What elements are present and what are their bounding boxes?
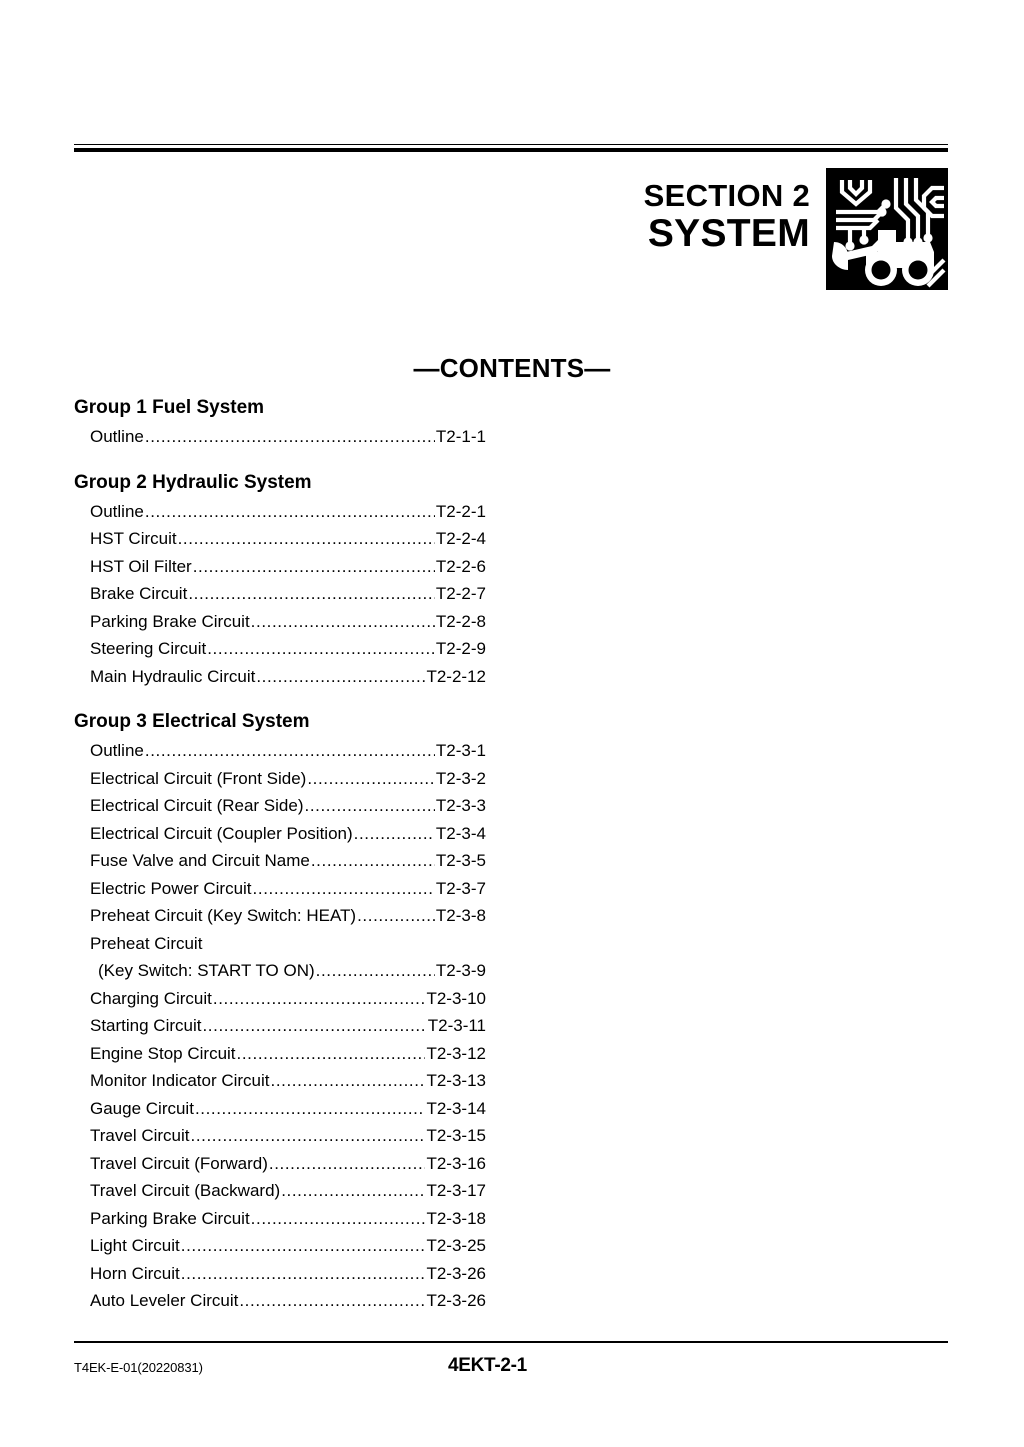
toc-entry-label: Starting Circuit (90, 1016, 202, 1035)
toc-entry-leader (237, 1040, 426, 1068)
toc-entry-leader (191, 1122, 426, 1150)
toc-entry-label: Travel Circuit (Forward) (90, 1153, 268, 1173)
toc-entry[interactable] (74, 1287, 486, 1315)
toc-entry-page: T2-2-12 (426, 666, 486, 686)
toc-entry-page: T2-3-12 (426, 1043, 486, 1063)
toc-entry-page: T2-3-2 (435, 768, 486, 788)
toc-entry-leader (178, 525, 435, 553)
toc-entry-leader (193, 553, 435, 581)
toc-entry[interactable] (74, 930, 486, 958)
toc-group-heading: Group 3 Electrical System (74, 711, 310, 732)
toc-entry[interactable] (74, 525, 486, 553)
toc-entry[interactable] (74, 1205, 486, 1233)
toc-entry[interactable] (74, 765, 486, 793)
section-name: SYSTEM (647, 211, 810, 255)
section-header (560, 168, 948, 288)
toc-entry-leader (145, 423, 435, 451)
toc-entry[interactable] (74, 957, 486, 985)
contents-title: —CONTENTS— (413, 353, 611, 383)
toc-entry-leader (181, 1260, 426, 1288)
toc-entry-label: HST Oil Filter (90, 556, 192, 576)
toc-entry-leader (207, 635, 435, 663)
toc-entry[interactable] (74, 1012, 486, 1040)
toc-entry-leader (269, 1150, 426, 1178)
toc-entry-page: T2-3-17 (426, 1181, 486, 1200)
toc-entry-page: T2-3-15 (426, 1126, 486, 1145)
toc-entry-page: T2-3-11 (427, 1016, 486, 1035)
toc-entry-leader (213, 985, 426, 1013)
toc-entry[interactable] (74, 737, 486, 765)
toc-entry[interactable] (74, 635, 486, 663)
toc-entry-leader (145, 737, 435, 765)
toc-entry-page: T2-2-6 (435, 556, 486, 576)
toc-entry-page: T2-2-8 (435, 611, 486, 631)
toc-entry-label: Fuse Valve and Circuit Name (90, 851, 310, 870)
toc-entry[interactable] (74, 875, 486, 903)
toc-entry-leader (307, 765, 435, 793)
toc-entry-page: T2-2-1 (435, 501, 486, 521)
toc-entry-leader (253, 875, 435, 903)
header-rule-thick (74, 148, 948, 152)
toc-entry-page: T2-3-14 (426, 1098, 486, 1118)
toc-entry[interactable] (74, 1122, 486, 1150)
toc-entry-page: T2-2-7 (435, 584, 486, 603)
toc-entry-label: Outline (90, 501, 144, 521)
toc-entry-page: T2-3-13 (426, 1071, 486, 1090)
toc-entry-label: Parking Brake Circuit (90, 1208, 250, 1228)
toc-entry[interactable] (74, 847, 486, 875)
toc-entry-label: Main Hydraulic Circuit (90, 666, 256, 686)
toc-entry[interactable] (74, 1150, 486, 1178)
toc-group (74, 392, 486, 451)
toc-entry-page: T2-3-4 (435, 823, 486, 843)
toc-entry-leader (239, 1287, 425, 1315)
toc-entry-page: T2-3-18 (426, 1208, 486, 1228)
toc-entry-leader (281, 1177, 425, 1205)
toc-entry-leader (195, 1095, 426, 1123)
toc-entry-label: Preheat Circuit (90, 933, 203, 953)
wheel-loader-circuit-logo-icon (826, 168, 948, 290)
toc-entry-leader (316, 957, 435, 985)
toc-entry-page: T2-2-4 (435, 529, 486, 548)
section-title-block (644, 180, 810, 253)
toc-entry-leader (271, 1067, 426, 1095)
toc-entry-leader (354, 820, 435, 848)
toc-entry-label: Monitor Indicator Circuit (90, 1071, 270, 1090)
toc-entry-label: Auto Leveler Circuit (90, 1291, 239, 1310)
toc-group (74, 467, 486, 691)
toc-entry-page: T2-3-3 (435, 796, 486, 815)
toc-entry-label: Travel Circuit (Backward) (90, 1181, 281, 1200)
toc-entry-label: Preheat Circuit (Key Switch: HEAT) (90, 906, 357, 925)
toc-entry-label: Parking Brake Circuit (90, 611, 250, 631)
toc-entry-leader (145, 498, 435, 526)
toc-entry-page: T2-3-1 (435, 741, 486, 760)
toc-entry[interactable] (74, 820, 486, 848)
toc-entry-page: T2-3-7 (435, 878, 486, 898)
toc-entry[interactable] (74, 985, 486, 1013)
toc-entry-label: Outline (90, 427, 144, 446)
toc-entry-page: T2-3-5 (435, 851, 486, 870)
toc-entry-label: Light Circuit (90, 1236, 180, 1255)
toc-entry-label: (Key Switch: START TO ON) (98, 961, 315, 980)
toc-entry[interactable] (74, 553, 486, 581)
toc-entry-leader (305, 792, 435, 820)
toc-entry[interactable] (74, 1040, 486, 1068)
footer-document-code: T4EK-E-01(20220831) (74, 1360, 203, 1375)
toc-entry-page: T2-2-9 (435, 639, 486, 658)
toc-group (74, 706, 486, 1315)
toc-entry[interactable] (74, 1177, 486, 1205)
toc-entry-label: Electrical Circuit (Rear Side) (90, 796, 304, 815)
toc-entry-label: Charging Circuit (90, 988, 212, 1008)
toc-entry-page: T2-1-1 (435, 427, 486, 446)
toc-entry-label: Outline (90, 741, 144, 760)
toc-entry-page: T2-3-16 (426, 1153, 486, 1173)
toc-entry[interactable] (74, 1260, 486, 1288)
toc-entry-leader (256, 663, 425, 691)
toc-entry[interactable] (74, 423, 486, 451)
toc-entry[interactable] (74, 580, 486, 608)
toc-entry[interactable] (74, 902, 486, 930)
toc-entry[interactable] (74, 1095, 486, 1123)
toc-entry-leader (251, 608, 435, 636)
toc-entry-label: Engine Stop Circuit (90, 1043, 236, 1063)
toc-entry-page: T2-3-9 (435, 961, 486, 980)
toc-entry-leader (357, 902, 435, 930)
toc-entry-leader (251, 1205, 426, 1233)
toc-entry[interactable] (74, 608, 486, 636)
toc-entry[interactable] (74, 663, 486, 691)
toc-entry-page: T2-3-8 (435, 906, 486, 925)
toc-entry-leader (188, 580, 435, 608)
toc-entry[interactable] (74, 1232, 486, 1260)
toc-entry-label: Steering Circuit (90, 639, 207, 658)
toc-entry-leader (202, 1012, 426, 1040)
toc-entry-page: T2-3-26 (426, 1291, 486, 1310)
section-number: SECTION 2 (643, 178, 810, 213)
toc-entry-label: Brake Circuit (90, 584, 188, 603)
toc-entry-label: Electric Power Circuit (90, 878, 252, 898)
toc-entry-page: T2-3-10 (426, 988, 486, 1008)
header-rule (74, 144, 948, 152)
toc-entry-label: Electrical Circuit (Front Side) (90, 768, 307, 788)
toc-entry[interactable] (74, 498, 486, 526)
footer-rule (74, 1341, 948, 1343)
toc-entry-label: Electrical Circuit (Coupler Position) (90, 823, 353, 843)
footer-page-code: 4EKT-2-1 (448, 1355, 527, 1376)
toc-entry-label: Gauge Circuit (90, 1098, 194, 1118)
toc-entry-leader (181, 1232, 426, 1260)
toc-group-heading: Group 2 Hydraulic System (74, 471, 312, 493)
toc-entry-leader (311, 847, 435, 875)
toc-group-heading: Group 1 Fuel System (74, 397, 265, 418)
toc-entry[interactable] (74, 1067, 486, 1095)
toc-entry-label: Travel Circuit (90, 1126, 190, 1145)
table-of-contents (74, 392, 486, 1315)
toc-entry-label: HST Circuit (90, 529, 177, 548)
toc-entry[interactable] (74, 792, 486, 820)
toc-entry-page: T2-3-26 (426, 1263, 486, 1283)
toc-entry-label: Horn Circuit (90, 1263, 180, 1283)
toc-entry-page: T2-3-25 (426, 1236, 486, 1255)
